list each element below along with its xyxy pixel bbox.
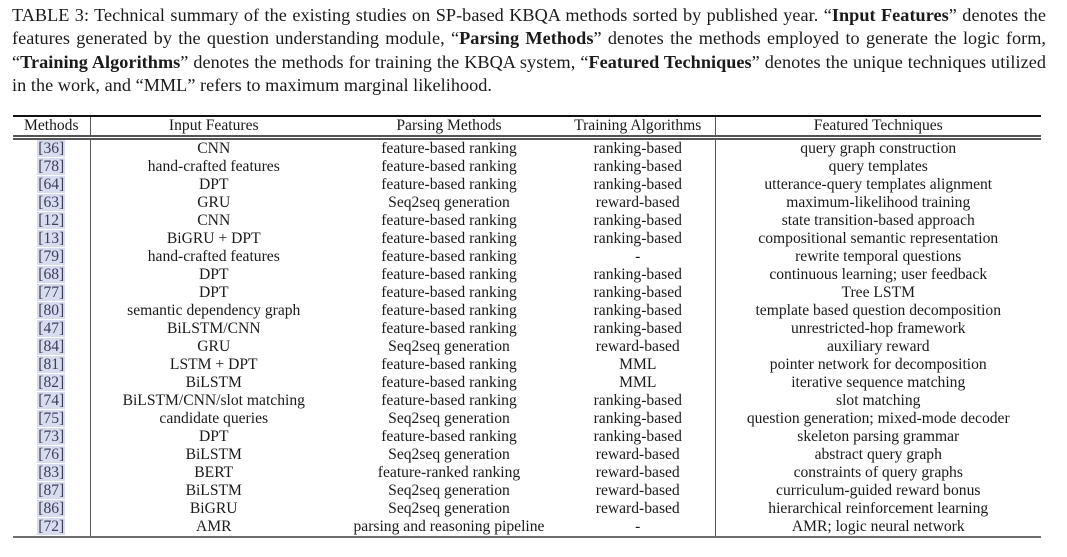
cell-parsing-method: feature-based ranking bbox=[381, 302, 517, 319]
cell-featured-technique: query templates bbox=[828, 158, 928, 175]
cell-parsing-method: Seq2seq generation bbox=[388, 500, 510, 517]
cell-training-algorithm: reward-based bbox=[561, 338, 715, 356]
caption-label: TABLE 3: bbox=[12, 5, 90, 25]
cell-input-features: DPT bbox=[199, 428, 229, 445]
cell-featured-technique: utterance-query templates alignment bbox=[764, 176, 993, 193]
cell-parsing-method: Seq2seq generation bbox=[388, 482, 510, 499]
citation-link[interactable]: [86] bbox=[38, 500, 65, 517]
table-caption: TABLE 3: Technical summary of the existing studies on SP-based KBQA methods sorted by published year. “Input Features” denotes the features generated by the question understanding module, “Parsing Methods” denotes the methods employed to generate the logic form, “Training Algorithms” denotes the methods for training the KBQA system, “Featured Techniques” denotes the unique techniques utilized in the work, and “MML” refers to maximum marginal likelihood. bbox=[12, 5, 1047, 95]
citation-link[interactable]: [77] bbox=[38, 284, 65, 301]
cell-parsing-method: feature-based ranking bbox=[381, 428, 517, 445]
cell-parsing-method: feature-ranked ranking bbox=[377, 464, 521, 481]
citation-link[interactable]: [78] bbox=[38, 158, 65, 175]
citation-link[interactable]: [13] bbox=[38, 230, 65, 247]
cell-parsing-method: feature-based ranking bbox=[381, 266, 517, 283]
cell-parsing-method: Seq2seq generation bbox=[388, 338, 510, 355]
cell-method-ref bbox=[13, 356, 90, 374]
cell-featured-technique: question generation; mixed-mode decoder bbox=[746, 410, 1010, 427]
cell-method-ref bbox=[13, 138, 90, 159]
citation-link[interactable]: [82] bbox=[38, 374, 65, 391]
cell-input-features: BiLSTM bbox=[185, 446, 242, 463]
cell-featured-technique: query graph construction bbox=[800, 140, 957, 157]
cell-input-features: AMR bbox=[90, 518, 337, 537]
cell-training-algorithm: ranking-based bbox=[561, 212, 715, 230]
table-row bbox=[13, 212, 1041, 230]
term-parsing-methods: Parsing Methods bbox=[459, 28, 594, 49]
cell-input-features: BiLSTM bbox=[185, 374, 242, 391]
citation-link[interactable]: [64] bbox=[38, 176, 65, 193]
cell-parsing-method: feature-based ranking bbox=[381, 212, 517, 229]
cell-featured-technique: pointer network for decomposition bbox=[769, 356, 987, 373]
cell-parsing-method: feature-based ranking bbox=[381, 176, 517, 193]
cell-input-features: BiLSTM/CNN bbox=[166, 320, 261, 337]
summary-table-container bbox=[13, 115, 1041, 538]
cell-featured-technique: slot matching bbox=[836, 392, 921, 409]
cell-training-algorithm: - bbox=[561, 248, 715, 266]
cell-featured-technique: continuous learning; user feedback bbox=[769, 266, 988, 283]
cell-method-ref bbox=[13, 320, 90, 338]
citation-link[interactable]: [80] bbox=[38, 302, 65, 319]
citation-link[interactable]: [79] bbox=[38, 248, 65, 265]
table-row bbox=[13, 428, 1041, 446]
citation-link[interactable]: [63] bbox=[38, 194, 65, 211]
cell-method-ref bbox=[13, 410, 90, 428]
table-row bbox=[13, 320, 1041, 338]
header-featured-techniques: Featured Techniques bbox=[715, 116, 1041, 138]
cell-training-algorithm: ranking-based bbox=[561, 176, 715, 194]
cell-featured-technique: Tree LSTM bbox=[841, 284, 915, 301]
cell-input-features: hand-crafted features bbox=[147, 248, 280, 265]
table-row bbox=[13, 230, 1041, 248]
cell-input-features: BiGRU bbox=[189, 500, 238, 517]
header-training-algorithms: Training Algorithms bbox=[561, 116, 715, 138]
cell-training-algorithm: ranking-based bbox=[561, 428, 715, 446]
table-row bbox=[13, 356, 1041, 374]
cell-input-features: CNN bbox=[197, 140, 231, 157]
cell-training-algorithm: MML bbox=[561, 356, 715, 374]
header-input-features: Input Features bbox=[90, 116, 337, 138]
table-row bbox=[13, 410, 1041, 428]
citation-link[interactable]: [75] bbox=[38, 410, 65, 427]
cell-training-algorithm: - bbox=[561, 518, 715, 537]
cell-input-features: DPT bbox=[199, 284, 229, 301]
cell-method-ref bbox=[13, 266, 90, 284]
table-row bbox=[13, 446, 1041, 464]
cell-input-features: GRU bbox=[197, 338, 231, 355]
cell-featured-technique: constraints of query graphs bbox=[793, 464, 963, 481]
table-row bbox=[13, 176, 1041, 194]
cell-parsing-method: Seq2seq generation bbox=[388, 194, 510, 211]
cell-method-ref bbox=[13, 374, 90, 392]
cell-featured-technique: unrestricted-hop framework bbox=[791, 320, 966, 337]
table-row bbox=[13, 464, 1041, 482]
cell-training-algorithm: reward-based bbox=[561, 482, 715, 500]
table-row bbox=[13, 284, 1041, 302]
citation-link[interactable]: [73] bbox=[38, 428, 65, 445]
table-row bbox=[13, 392, 1041, 410]
cell-featured-technique: hierarchical reinforcement learning bbox=[768, 500, 989, 517]
cell-method-ref bbox=[13, 230, 90, 248]
cell-parsing-method: feature-based ranking bbox=[381, 284, 517, 301]
cell-input-features: candidate queries bbox=[159, 410, 269, 427]
cell-method-ref bbox=[13, 392, 90, 410]
table-row bbox=[13, 248, 1041, 266]
cell-training-algorithm: ranking-based bbox=[561, 266, 715, 284]
cell-training-algorithm: ranking-based bbox=[561, 302, 715, 320]
citation-link[interactable]: [74] bbox=[38, 392, 65, 409]
table-row bbox=[13, 266, 1041, 284]
table-row bbox=[13, 500, 1041, 518]
cell-method-ref bbox=[13, 500, 90, 518]
cell-method-ref bbox=[13, 428, 90, 446]
cell-parsing-method: feature-based ranking bbox=[381, 248, 517, 265]
cell-parsing-method: feature-based ranking bbox=[381, 392, 517, 409]
citation-link[interactable]: [68] bbox=[38, 266, 65, 283]
table-body bbox=[13, 138, 1041, 538]
cell-training-algorithm: ranking-based bbox=[561, 138, 715, 159]
cell-input-features: BERT bbox=[194, 464, 234, 481]
term-featured-techniques: Featured Techniques bbox=[588, 51, 752, 72]
cell-parsing-method: Seq2seq generation bbox=[388, 446, 510, 463]
cell-featured-technique: curriculum-guided reward bonus bbox=[776, 482, 981, 499]
term-training-algorithms: Training Algorithms bbox=[20, 51, 181, 72]
table-header-row bbox=[13, 116, 1041, 138]
table-row bbox=[13, 482, 1041, 500]
cell-parsing-method: parsing and reasoning pipeline bbox=[337, 518, 561, 537]
cell-input-features: CNN bbox=[197, 212, 231, 229]
citation-link[interactable]: [76] bbox=[38, 446, 65, 463]
cell-method-ref bbox=[13, 302, 90, 320]
cell-input-features: LSTM + DPT bbox=[169, 356, 258, 373]
cell-parsing-method: feature-based ranking bbox=[381, 140, 517, 157]
cell-method-ref bbox=[13, 176, 90, 194]
cell-method-ref bbox=[13, 482, 90, 500]
table-row bbox=[13, 194, 1041, 212]
cell-parsing-method: feature-based ranking bbox=[381, 374, 517, 391]
cell-featured-technique: template based question decomposition bbox=[755, 302, 1002, 319]
cell-method-ref bbox=[13, 464, 90, 482]
table-row bbox=[13, 374, 1041, 392]
sp-kbqa-summary-table bbox=[13, 115, 1041, 538]
citation-link[interactable]: [81] bbox=[38, 356, 65, 373]
citation-link[interactable]: [72] bbox=[38, 518, 65, 535]
table-row bbox=[13, 158, 1041, 176]
cell-method-ref bbox=[13, 194, 90, 212]
citation-link[interactable]: [47] bbox=[38, 320, 65, 337]
cell-method-ref bbox=[13, 446, 90, 464]
cell-training-algorithm: ranking-based bbox=[561, 284, 715, 302]
cell-training-algorithm: ranking-based bbox=[561, 392, 715, 410]
cell-method-ref bbox=[13, 212, 90, 230]
cell-parsing-method: feature-based ranking bbox=[381, 230, 517, 247]
citation-link[interactable]: [84] bbox=[38, 338, 65, 355]
header-parsing-methods: Parsing Methods bbox=[337, 116, 561, 138]
term-input-features: Input Features bbox=[831, 5, 949, 25]
cell-training-algorithm: ranking-based bbox=[561, 410, 715, 428]
cell-training-algorithm: reward-based bbox=[561, 446, 715, 464]
cell-input-features: hand-crafted features bbox=[147, 158, 280, 175]
citation-link[interactable]: [83] bbox=[38, 464, 65, 481]
cell-method-ref bbox=[13, 158, 90, 176]
cell-featured-technique: skeleton parsing grammar bbox=[797, 428, 960, 445]
cell-training-algorithm: ranking-based bbox=[561, 158, 715, 176]
cell-method-ref bbox=[13, 248, 90, 266]
cell-training-algorithm: ranking-based bbox=[561, 320, 715, 338]
cell-parsing-method: feature-based ranking bbox=[381, 158, 517, 175]
cell-training-algorithm: reward-based bbox=[561, 194, 715, 212]
cell-featured-technique: maximum-likelihood training bbox=[786, 194, 971, 211]
table-row bbox=[13, 302, 1041, 320]
cell-method-ref bbox=[13, 284, 90, 302]
cell-input-features: BiGRU + DPT bbox=[166, 230, 261, 247]
table-row bbox=[13, 338, 1041, 356]
cell-featured-technique: abstract query graph bbox=[814, 446, 942, 463]
cell-training-algorithm: MML bbox=[561, 374, 715, 392]
citation-link[interactable]: [36] bbox=[38, 140, 65, 157]
cell-input-features: DPT bbox=[199, 266, 229, 283]
cell-input-features: GRU bbox=[197, 194, 231, 211]
citation-link[interactable]: [12] bbox=[38, 212, 65, 229]
citation-link[interactable]: [87] bbox=[38, 482, 65, 499]
cell-featured-technique: AMR; logic neural network bbox=[715, 518, 1041, 537]
cell-method-ref bbox=[13, 518, 90, 537]
cell-input-features: DPT bbox=[199, 176, 229, 193]
cell-parsing-method: Seq2seq generation bbox=[388, 410, 510, 427]
cell-input-features: BiLSTM bbox=[185, 482, 242, 499]
table-row bbox=[13, 518, 1041, 537]
cell-training-algorithm: ranking-based bbox=[561, 230, 715, 248]
cell-featured-technique: iterative sequence matching bbox=[791, 374, 966, 391]
header-methods: Methods bbox=[13, 116, 90, 138]
cell-input-features: semantic dependency graph bbox=[127, 302, 301, 319]
table-row bbox=[13, 138, 1041, 159]
cell-input-features: BiLSTM/CNN/slot matching bbox=[122, 392, 305, 409]
cell-training-algorithm: reward-based bbox=[561, 500, 715, 518]
cell-parsing-method: feature-based ranking bbox=[381, 320, 517, 337]
cell-method-ref bbox=[13, 338, 90, 356]
cell-featured-technique: auxiliary reward bbox=[826, 338, 930, 355]
cell-featured-technique: rewrite temporal questions bbox=[795, 248, 962, 265]
cell-training-algorithm: reward-based bbox=[561, 464, 715, 482]
cell-featured-technique: state transition-based approach bbox=[781, 212, 975, 229]
cell-parsing-method: feature-based ranking bbox=[381, 356, 517, 373]
cell-featured-technique: compositional semantic representation bbox=[758, 230, 999, 247]
